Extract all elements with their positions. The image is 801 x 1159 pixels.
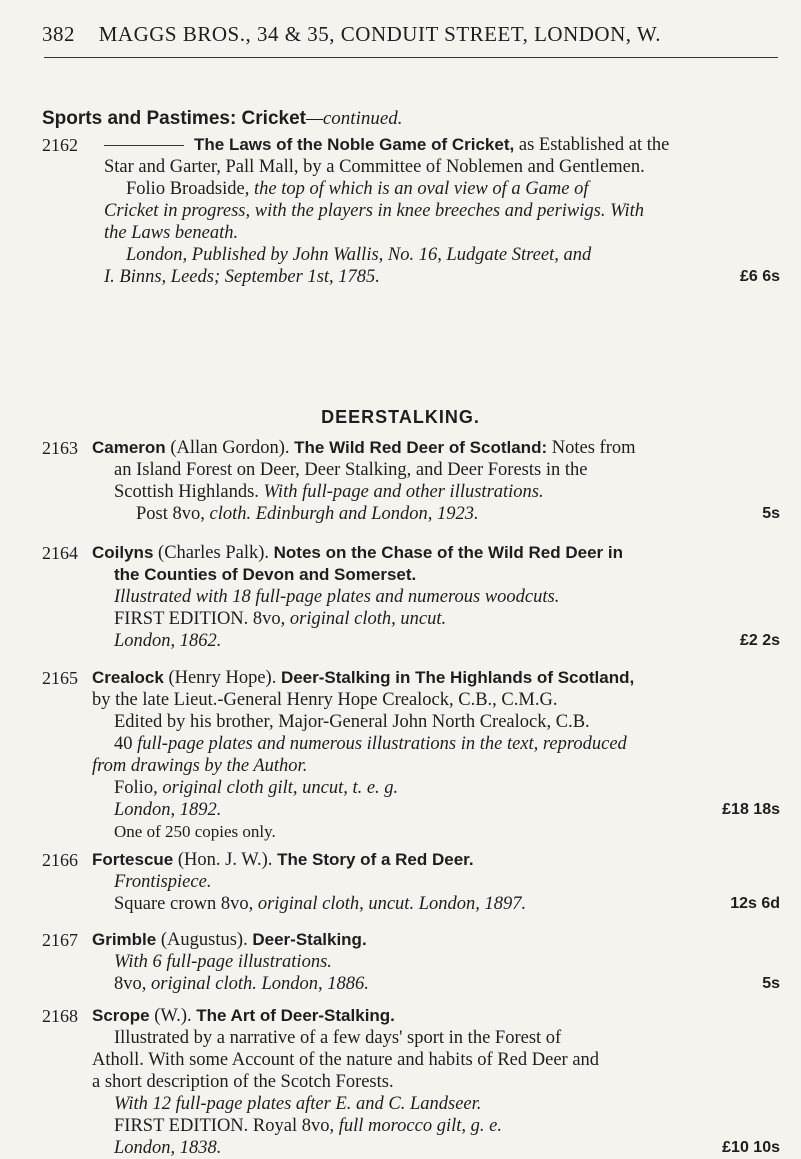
lot-price: £18 18s — [722, 801, 780, 818]
lot-imprint: London, 1862. — [114, 631, 222, 651]
lot-imprint: cloth. Edinburgh and London, 1923. — [209, 504, 479, 524]
lot-text: original cloth. — [151, 974, 257, 994]
lot-number: 2166 — [42, 850, 78, 870]
lot-text: Square crown 8vo, — [114, 894, 254, 914]
lot-2162 — [42, 134, 780, 288]
lot-text: original cloth gilt, uncut, t. e. g. — [162, 778, 399, 798]
lot-text: (Augustus). — [160, 930, 248, 950]
lot-author: Cameron — [92, 438, 166, 457]
header-text: MAGGS BROS., 34 & 35, CONDUIT STREET, LONDON, W. — [98, 22, 662, 46]
lot-text: (Allan Gordon). — [170, 438, 290, 458]
lot-text: Frontispiece. — [114, 872, 212, 892]
lot-text: Folio Broadside, — [126, 179, 250, 199]
lot-text: FIRST EDITION. Royal 8vo, — [114, 1116, 335, 1136]
lot-text: With full-page and other illustrations. — [263, 482, 544, 502]
lot-imprint: London, 1892. — [114, 800, 222, 820]
lot-author: Coilyns — [92, 543, 154, 562]
lot-number: 2163 — [42, 438, 78, 458]
lot-text: (Henry Hope). — [168, 668, 277, 688]
lot-title: Notes on the Chase of the Wild Red Deer in — [273, 543, 623, 562]
lot-text: the top of which is an oval view of a Game of — [253, 179, 589, 199]
lot-text: from drawings by the Author. — [92, 756, 308, 776]
ditto-dash — [104, 145, 184, 146]
lot-text: Star and Garter, Pall Mall, by a Committee of Noblemen and Gentlemen. — [104, 157, 645, 177]
lot-2167 — [42, 929, 780, 995]
lot-number: 2168 — [42, 1006, 78, 1026]
lot-number: 2165 — [42, 668, 78, 688]
lot-text: (Hon. J. W.). — [177, 850, 273, 870]
lot-text: Illustrated with 18 full-page plates and numerous woodcuts. — [114, 587, 560, 607]
lot-price: 12s 6d — [730, 895, 780, 912]
lot-number: 2162 — [42, 135, 78, 155]
lot-imprint: London, 1897. — [418, 894, 527, 914]
lot-text: Post 8vo, — [136, 504, 205, 524]
lot-text: as Established at the — [518, 135, 670, 155]
lot-text: Atholl. With some Account of the nature and habits of Red Deer and — [92, 1050, 600, 1070]
lot-price: £10 10s — [722, 1139, 780, 1156]
lot-text: by the late Lieut.-General Henry Hope Crealock, C.B., C.M.G. — [92, 690, 558, 710]
lot-imprint: London, 1838. — [114, 1138, 222, 1158]
lot-price: 5s — [762, 975, 780, 992]
lot-author: Fortescue — [92, 850, 174, 869]
section-title-text: Sports and Pastimes: Cricket — [42, 108, 306, 129]
lot-number: 2164 — [42, 543, 78, 563]
lot-text: Cricket in progress, with the players in knee breeches and periwigs. With — [104, 201, 645, 221]
lot-price: £6 6s — [739, 268, 780, 285]
lot-text: Notes from — [551, 438, 636, 458]
lot-text: original cloth, uncut. — [289, 609, 447, 629]
lot-text: Scottish Highlands. — [114, 482, 259, 502]
lot-note: One of 250 copies only. — [114, 822, 276, 841]
lot-text: original cloth, uncut. — [257, 894, 415, 914]
lot-2165 — [42, 667, 780, 843]
lot-2164 — [42, 542, 780, 652]
lot-number: 2167 — [42, 930, 78, 950]
lot-text: (W.). — [154, 1006, 192, 1026]
lot-text: an Island Forest on Deer, Deer Stalking, and Deer Forests in the — [114, 460, 588, 480]
lot-title: The Story of a Red Deer. — [277, 850, 474, 869]
lot-text: 8vo, — [114, 974, 147, 994]
lot-imprint: London, Published by John Wallis, No. 16, Ludgate Street, and — [126, 245, 592, 265]
lot-author: Scrope — [92, 1006, 150, 1025]
section-continued: —continued. — [305, 108, 403, 129]
lot-text: Illustrated by a narrative of a few days' sport in the Forest of — [114, 1028, 562, 1048]
lot-text: full morocco gilt, g. e. — [338, 1116, 502, 1136]
lot-text: FIRST EDITION. 8vo, — [114, 609, 286, 629]
page-number: 382 — [42, 22, 75, 46]
lot-title: Deer-Stalking in The Highlands of Scotland, — [280, 668, 635, 687]
lot-text: the Laws beneath. — [104, 223, 239, 243]
lot-text: Folio, — [114, 778, 158, 798]
lot-2163 — [42, 437, 780, 525]
lot-title: The Art of Deer-Stalking. — [196, 1006, 395, 1025]
lot-imprint: I. Binns, Leeds; September 1st, 1785. — [104, 267, 380, 287]
subheading: DEERSTALKING. — [321, 407, 480, 427]
lot-text: With 12 full-page plates after E. and C. Landseer. — [114, 1094, 482, 1114]
lot-title: Deer-Stalking. — [252, 930, 367, 949]
lot-2166 — [42, 849, 780, 915]
section-title — [42, 108, 403, 130]
lot-price: £2 2s — [739, 632, 780, 649]
lot-2168 — [42, 1005, 780, 1159]
lot-text: With 6 full-page illustrations. — [114, 952, 332, 972]
lot-text: (Charles Palk). — [158, 543, 270, 563]
lot-imprint: London, 1886. — [261, 974, 369, 994]
header-rule — [44, 57, 778, 58]
lot-text: Edited by his brother, Major-General John North Crealock, C.B. — [114, 712, 590, 732]
lot-title: the Counties of Devon and Somerset. — [114, 565, 417, 584]
lot-text: full-page plates and numerous illustrations in the text, reproduced — [137, 734, 627, 754]
lot-author: Grimble — [92, 930, 157, 949]
lot-price: 5s — [762, 505, 780, 522]
page-header — [42, 22, 782, 47]
lot-title: The Wild Red Deer of Scotland: — [294, 438, 548, 457]
lot-text: 40 — [114, 734, 133, 754]
lot-author: Crealock — [92, 668, 164, 687]
lot-title: The Laws of the Noble Game of Cricket, — [194, 135, 515, 154]
lot-text: a short description of the Scotch Forests. — [92, 1072, 394, 1092]
